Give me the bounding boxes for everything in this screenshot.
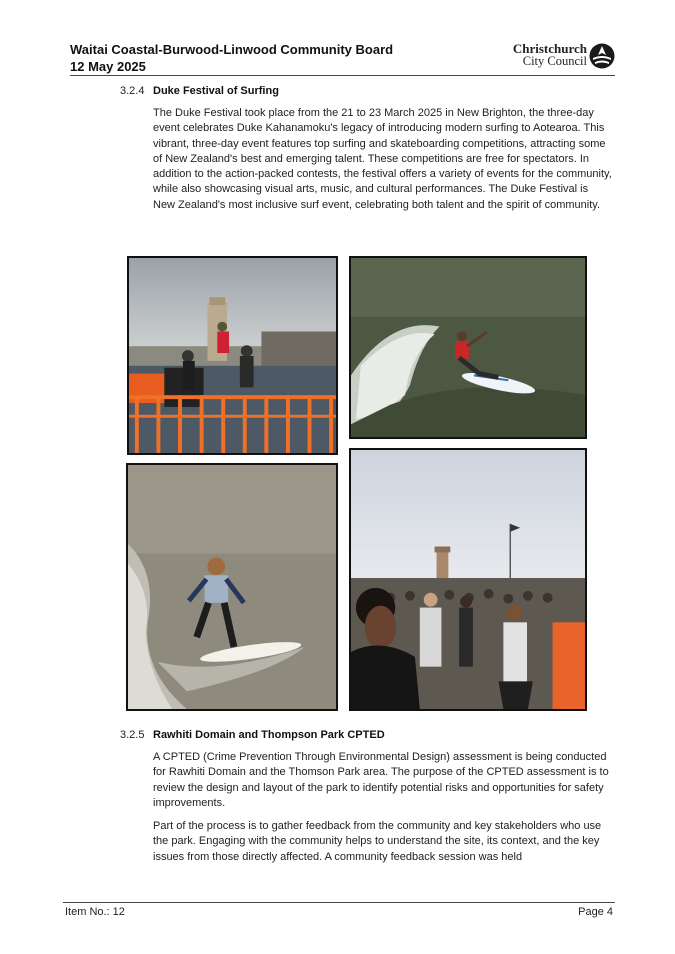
section-title: Rawhiti Domain and Thompson Park CPTED <box>153 729 385 741</box>
section-paragraph: The Duke Festival took place from the 21 to 23 March 2025 in New Brighton, the three-day event celebrates Duke Kahanamoku's legacy of introducing modern surfing to Aotearoa. This vibrant, three-day event features top surfing and skateboarding competitions, attracting some of New Zealand's best and emerging talent. These competitions are free for spectators. In addition to the action-packed contests, the festival offers a variety of events for the community, while also showcasing visual arts, music, and cultural performances. The Duke Festival is New Zealand's most inclusive surf event, celebrating both talent and the spirit of community. <box>153 107 612 211</box>
photo-surfer-wave <box>349 256 587 439</box>
item-number: Item No.: 12 <box>65 906 125 918</box>
board-name: Waitai Coastal-Burwood-Linwood Community Board <box>70 42 394 57</box>
page-number: Page 4 <box>578 906 613 918</box>
section-title: Duke Festival of Surfing <box>153 85 279 97</box>
logo-text-line1: Christchurch <box>512 41 587 56</box>
page-footer <box>63 902 615 918</box>
section-paragraph: A CPTED (Crime Prevention Through Environmental Design) assessment is being conducted for Rawhiti Domain and the Thomson Park area. The purpose of the CPTED assessment is to review the design and layout of the park to identify potential risks and opportunities for safety improvements. <box>153 751 609 809</box>
photo-skateboard-event <box>127 256 338 455</box>
section-number: 3.2.5 <box>120 729 145 741</box>
logo-text-line2: City Council <box>522 54 587 68</box>
photo-child-surfer <box>126 463 338 711</box>
page-header <box>70 42 615 76</box>
meeting-date: 12 May 2025 <box>70 59 146 74</box>
section-number: 3.2.4 <box>120 85 145 97</box>
photo-festival-crowd <box>349 448 587 711</box>
christchurch-logo-icon <box>589 43 615 69</box>
council-logo <box>495 42 615 70</box>
section-paragraph: Part of the process is to gather feedback from the community and key stakeholders who use the park. Engaging with the community helps to understand the site, its context, and the key issues from those directly affected. A community feedback session was held <box>153 820 602 863</box>
